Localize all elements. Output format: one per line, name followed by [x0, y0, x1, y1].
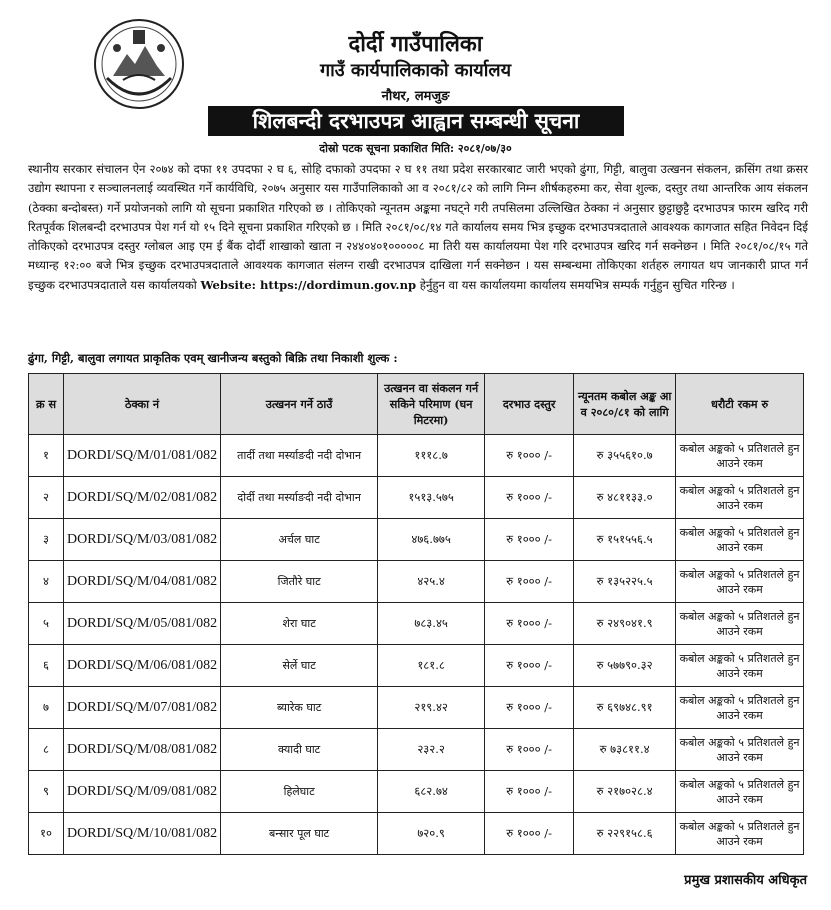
cell-contract-no: DORDI/SQ/M/02/081/082 — [64, 477, 221, 519]
cell-quantity: १५१३.५७५ — [378, 477, 485, 519]
cell-site: शेरा घाट — [221, 603, 378, 645]
col-contract-no: ठेक्का नं — [64, 374, 221, 435]
cell-fee: रु १००० /- — [485, 519, 574, 561]
address: नौथर, लमजुङ — [381, 89, 450, 104]
cell-contract-no: DORDI/SQ/M/09/081/082 — [64, 771, 221, 813]
cell-sn: २ — [29, 477, 64, 519]
cell-deposit: कबोल अङ्कको ५ प्रतिशतले हुन आउने रकम — [676, 435, 804, 477]
table-row — [29, 729, 804, 771]
cell-contract-no: DORDI/SQ/M/07/081/082 — [64, 687, 221, 729]
notice-text: स्थानीय सरकार संचालन ऐन २०७४ को दफा ११ उपदफा २ घ ६, सोहि दफाको उपदफा २ घ ११ तथा प्रदेश सरकारबाट जारी भएको ढुंगा, गिट्टी, बालुवा उत्खनन संकलन, क्रसिंग तथा क्रसर उद्योग स्थापना र सञ्चालनलाई व्यवस्थित गर्ने कार्यविधि, २०७५ अनुसार यस गाउँपालिकाको आ व २०८१/८२ को लागि निम्न शीर्षकहरुमा कर, सेवा शुल्क, दस्तुर तथा आन्तरिक आय संकलन (ठेक्का बन्दोबस्त) गर्ने प्रयोजनको लागि यो सूचना प्रकाशित गरिएको छ । तोकिएको न्यूनतम अङ्कमा नघट्ने गरी तपसिलमा उल्लिखित ठेक्का नं अनुसार छुट्टाछुट्टै दरभाउपत्र फारम खरिद गरी रितपूर्वक शिलबन्दी दरभाउपत्र पेश गर्न यो १५ दिने सूचना प्रकाशित गरिएको छ । मिति २०८१/०८/१४ गते कार्यालय समय भित्र इच्छुक दरभाउपत्रदाताले आवश्यक कागजात सहित निवेदन दिई तोकिएको दरभाउपत्र दस्तुर ग्लोबल आइ एम ई बैंक दोर्दी शाखाको खाता न २४४०४०१०००००८ मा तिरी यस कार्यालयमा पेश गरि दरभाउपत्र खरिद गर्न सक्नेछन । मिति २०८१/०८/१५ गते मध्यान्ह १२:०० बजे भित्र इच्छुक दरभाउपत्रदाताले आवश्यक कागजात संलग्न राखी दरभाउपत्र दाखिला गर्न सक्नेछन । यस सम्बन्धमा तोकिएका शर्तहरु लगायत थप जानकारी प्राप्त गर्न इच्छुक दरभाउपत्रदाताले यस कार्यालयको — [28, 162, 808, 292]
cell-quantity: ४७६.७७५ — [378, 519, 485, 561]
cell-min-bid: रु २१७०२८.४ — [574, 771, 676, 813]
cell-min-bid: रु २४९०४१.९ — [574, 603, 676, 645]
cell-contract-no: DORDI/SQ/M/01/081/082 — [64, 435, 221, 477]
cell-quantity: २१९.४२ — [378, 687, 485, 729]
cell-site: क्यादी घाट — [221, 729, 378, 771]
cell-sn: १ — [29, 435, 64, 477]
cell-sn: ७ — [29, 687, 64, 729]
cell-deposit: कबोल अङ्कको ५ प्रतिशतले हुन आउने रकम — [676, 729, 804, 771]
cell-contract-no: DORDI/SQ/M/04/081/082 — [64, 561, 221, 603]
cell-min-bid: रु ४८११३३.० — [574, 477, 676, 519]
cell-min-bid: रु १५१५५६.५ — [574, 519, 676, 561]
cell-sn: ६ — [29, 645, 64, 687]
notice-body — [28, 160, 808, 295]
table-row — [29, 813, 804, 855]
cell-fee: रु १००० /- — [485, 477, 574, 519]
cell-sn: ९ — [29, 771, 64, 813]
cell-site: तार्दी तथा मर्स्याङदी नदी दोभान — [221, 435, 378, 477]
cell-site: दोर्दी तथा मर्स्याङदी नदी दोभान — [221, 477, 378, 519]
cell-deposit: कबोल अङ्कको ५ प्रतिशतले हुन आउने रकम — [676, 771, 804, 813]
table-row — [29, 519, 804, 561]
office-name: गाउँ कार्यपालिकाको कार्यालय — [319, 60, 512, 81]
tender-table — [28, 373, 804, 855]
cell-deposit: कबोल अङ्कको ५ प्रतिशतले हुन आउने रकम — [676, 561, 804, 603]
cell-quantity: १८१.८ — [378, 645, 485, 687]
cell-fee: रु १००० /- — [485, 729, 574, 771]
cell-deposit: कबोल अङ्कको ५ प्रतिशतले हुन आउने रकम — [676, 645, 804, 687]
col-min-bid: न्यूनतम कबोल अङ्क आ व २०८०/८१ को लागि — [574, 374, 676, 435]
cell-sn: ८ — [29, 729, 64, 771]
col-deposit: धरौटी रकम रु — [676, 374, 804, 435]
cell-site: सेर्ले घाट — [221, 645, 378, 687]
table-row — [29, 603, 804, 645]
cell-quantity: ७२०.९ — [378, 813, 485, 855]
table-header-row — [29, 374, 804, 435]
cell-sn: ४ — [29, 561, 64, 603]
cell-site: अर्चल घाट — [221, 519, 378, 561]
cell-deposit: कबोल अङ्कको ५ प्रतिशतले हुन आउने रकम — [676, 687, 804, 729]
cell-min-bid: रु ७३८११.४ — [574, 729, 676, 771]
cell-fee: रु १००० /- — [485, 561, 574, 603]
cell-contract-no: DORDI/SQ/M/08/081/082 — [64, 729, 221, 771]
cell-deposit: कबोल अङ्कको ५ प्रतिशतले हुन आउने रकम — [676, 477, 804, 519]
cell-sn: ५ — [29, 603, 64, 645]
table-row — [29, 687, 804, 729]
cell-min-bid: रु ३५५६१०.७ — [574, 435, 676, 477]
cell-contract-no: DORDI/SQ/M/06/081/082 — [64, 645, 221, 687]
table-row — [29, 477, 804, 519]
cell-contract-no: DORDI/SQ/M/05/081/082 — [64, 603, 221, 645]
cell-sn: ३ — [29, 519, 64, 561]
col-fee: दरभाउ दस्तुर — [485, 374, 574, 435]
cell-min-bid: रु ६९७४८.९१ — [574, 687, 676, 729]
cell-deposit: कबोल अङ्कको ५ प्रतिशतले हुन आउने रकम — [676, 603, 804, 645]
cell-quantity: ६८२.७४ — [378, 771, 485, 813]
cell-fee: रु १००० /- — [485, 435, 574, 477]
col-site: उत्खनन गर्ने ठाउँ — [221, 374, 378, 435]
cell-quantity: १११८.७ — [378, 435, 485, 477]
website-link[interactable]: Website: https://dordimun.gov.np — [200, 277, 417, 292]
cell-fee: रु १००० /- — [485, 687, 574, 729]
cell-site: जितौरे घाट — [221, 561, 378, 603]
notice-title: शिलबन्दी दरभाउपत्र आह्वान सम्बन्धी सूचना — [208, 106, 624, 136]
table-row — [29, 645, 804, 687]
cell-fee: रु १००० /- — [485, 771, 574, 813]
signature: प्रमुख प्रशासकीय अधिकृत — [684, 873, 807, 888]
table-caption: ढुंगा, गिट्टी, बालुवा लगायत प्राकृतिक एवम् खानीजन्य बस्तुको बिक्रि तथा निकाशी शुल्क : — [28, 351, 398, 365]
cell-min-bid: रु १३५२२५.५ — [574, 561, 676, 603]
cell-deposit: कबोल अङ्कको ५ प्रतिशतले हुन आउने रकम — [676, 813, 804, 855]
table-row — [29, 771, 804, 813]
cell-deposit: कबोल अङ्कको ५ प्रतिशतले हुन आउने रकम — [676, 519, 804, 561]
cell-contract-no: DORDI/SQ/M/03/081/082 — [64, 519, 221, 561]
table-row — [29, 561, 804, 603]
cell-fee: रु १००० /- — [485, 603, 574, 645]
notice-text-end: हेर्नुहुन वा यस कार्यालयमा कार्यालय समयभित्र सम्पर्क गर्नुहुन सुचित गरिन्छ । — [416, 277, 735, 292]
cell-quantity: ४२५.४ — [378, 561, 485, 603]
col-quantity: उत्खनन वा संकलन गर्न सकिने परिमाण (घन मिटरमा) — [378, 374, 485, 435]
cell-min-bid: रु ५७७९०.३२ — [574, 645, 676, 687]
cell-contract-no: DORDI/SQ/M/10/081/082 — [64, 813, 221, 855]
org-name: दोर्दी गाउँपालिका — [348, 31, 483, 57]
cell-site: ब्यारेक घाट — [221, 687, 378, 729]
cell-min-bid: रु २२९१५८.६ — [574, 813, 676, 855]
col-sn: क्र स — [29, 374, 64, 435]
cell-sn: १० — [29, 813, 64, 855]
cell-quantity: २३२.२ — [378, 729, 485, 771]
cell-fee: रु १००० /- — [485, 813, 574, 855]
cell-site: बन्सार पूल घाट — [221, 813, 378, 855]
cell-site: हिलेघाट — [221, 771, 378, 813]
table-row — [29, 435, 804, 477]
cell-fee: रु १००० /- — [485, 645, 574, 687]
cell-quantity: ७८३.४५ — [378, 603, 485, 645]
publish-date-line: दोस्रो पटक सूचना प्रकाशित मिति: २०८१/०७/३० — [319, 142, 512, 155]
